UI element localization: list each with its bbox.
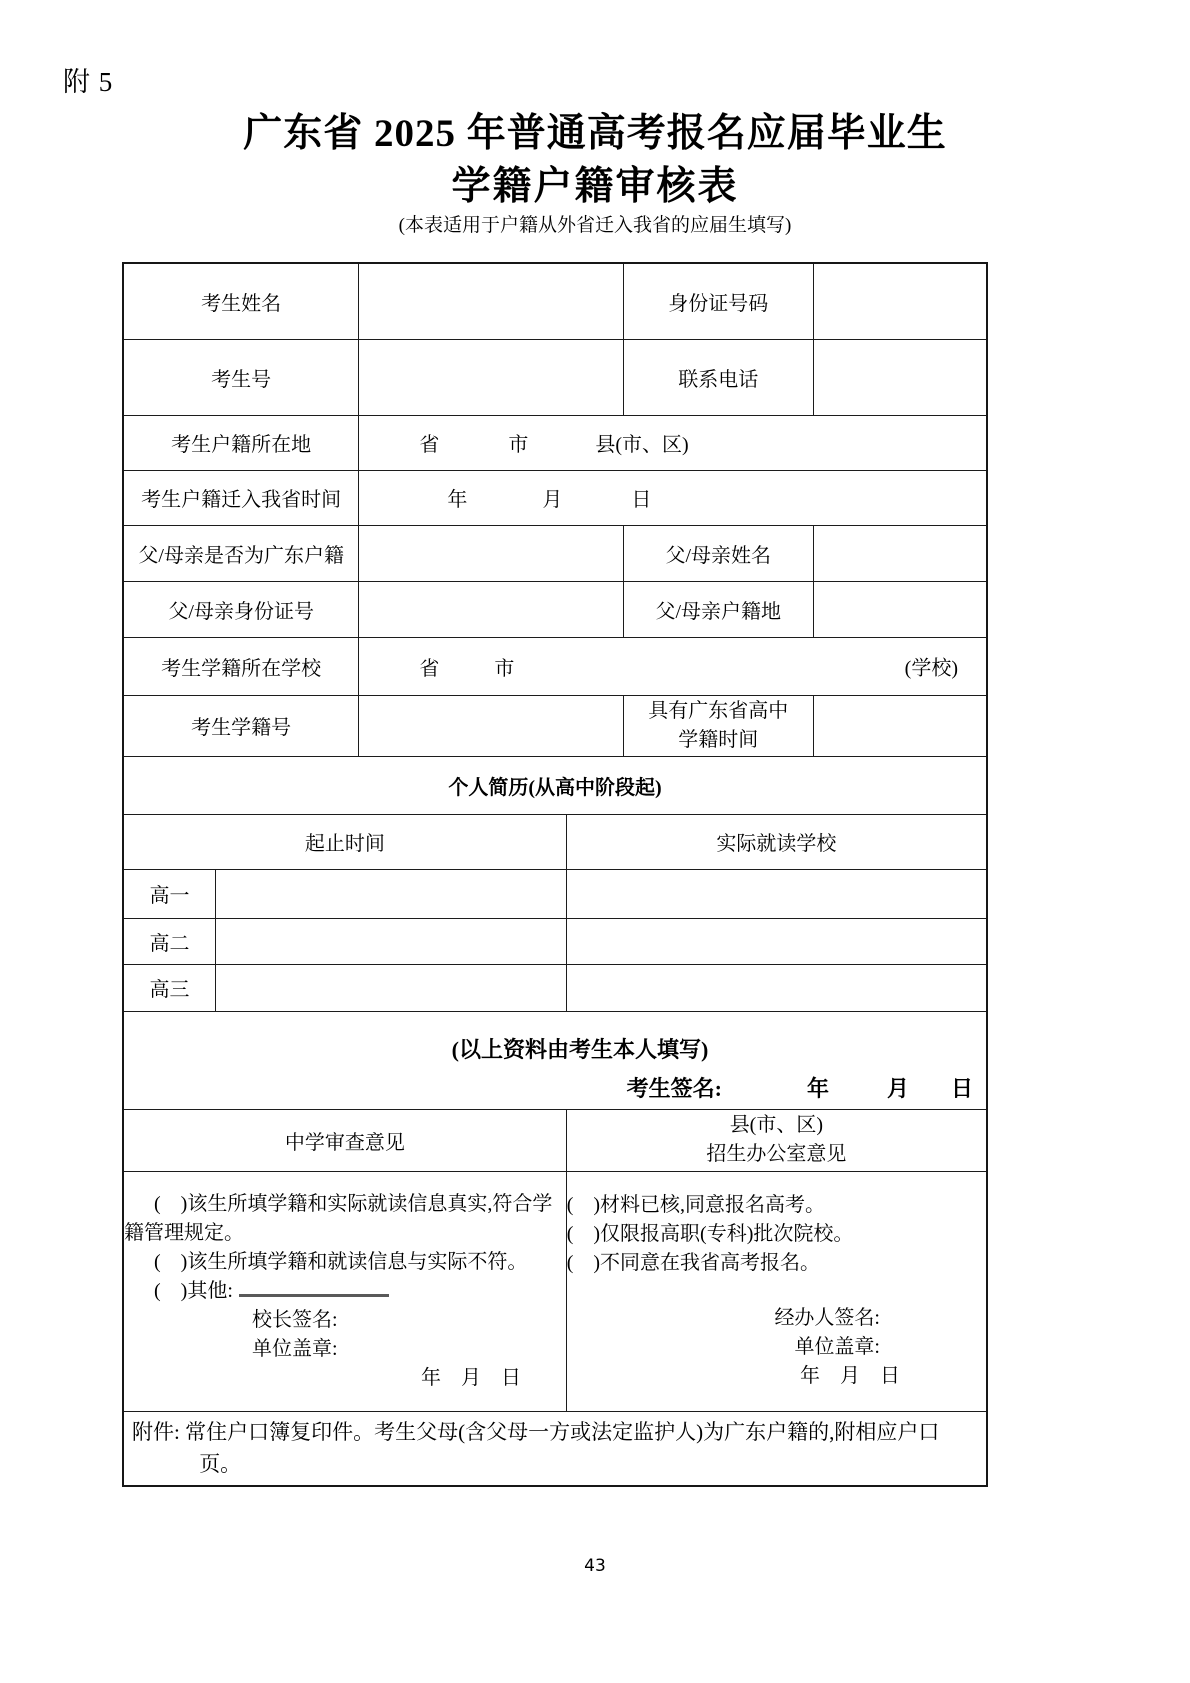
parent-hukou-label: 父/母亲户籍地 [623, 581, 813, 637]
year-placeholder: 年 [447, 489, 468, 511]
hukou-location-label: 考生户籍所在地 [123, 415, 359, 470]
year-placeholder: 年 [806, 1076, 829, 1101]
phone-field [813, 339, 987, 415]
form-subtitle: (本表适用于户籍从外省迁入我省的应届生填写) [398, 215, 792, 236]
candidate-number-label: 考生号 [123, 339, 359, 415]
grade-3-school-field [566, 964, 987, 1011]
grade-3-label: 高三 [123, 964, 215, 1011]
city-placeholder: 市 [494, 657, 515, 680]
parent-id-field [359, 581, 623, 637]
row-declaration [123, 1011, 987, 1109]
declaration-note: (以上资料由考生本人填写) [451, 1037, 709, 1062]
school-unit-seal-label: 单位盖章: [252, 1337, 338, 1360]
school-opinion-header: 中学审查意见 [123, 1109, 566, 1171]
county-opinion-option-2: ( )仅限报高职(专科)批次院校。 [566, 1223, 854, 1245]
row-resume-header [123, 814, 987, 869]
county-opinion-date: 年 月 日 [800, 1365, 900, 1387]
school-paren-placeholder: (学校) [904, 657, 958, 680]
grade-2-school-field [566, 918, 987, 964]
grade-1-time-field [215, 869, 566, 918]
school-location-field [359, 637, 987, 695]
school-opinion-option-2: ( )该生所填学籍和就读信息与实际不符。 [154, 1250, 528, 1273]
row-attachment-note [123, 1411, 987, 1486]
page-number: 43 [584, 1556, 606, 1576]
county-opinion-option-3: ( )不同意在我省高考报名。 [566, 1252, 821, 1274]
candidate-name-field [359, 263, 623, 339]
month-placeholder: 月 [886, 1076, 909, 1101]
row-student-status-number [123, 695, 987, 756]
city-placeholder: 市 [508, 434, 529, 456]
row-school-location [123, 637, 987, 695]
hukou-location-field [359, 415, 987, 470]
form-title-line2: 学籍户籍审核表 [451, 165, 739, 208]
form-title-line1: 广东省 2025 年普通高考报名应届毕业生 [243, 112, 947, 155]
principal-sign-label: 校长签名: [252, 1308, 338, 1331]
parent-name-label: 父/母亲姓名 [623, 525, 813, 581]
parent-hukou-field [813, 581, 987, 637]
county-unit-seal-label: 单位盖章: [794, 1336, 880, 1358]
candidate-name-label: 考生姓名 [123, 263, 359, 339]
candidate-sign-label: 考生签名: [626, 1076, 722, 1101]
grade-1-label: 高一 [123, 869, 215, 918]
attachment-label: 附 5 [63, 67, 114, 97]
county-opinion-option-1: ( )材料已核,同意报名高考。 [566, 1194, 826, 1216]
other-blank-line [239, 1278, 389, 1297]
student-status-number-field [359, 695, 623, 756]
county-opinion-body [566, 1171, 987, 1411]
resume-col-school: 实际就读学校 [566, 814, 987, 869]
phone-label: 联系电话 [623, 339, 813, 415]
resume-col-time: 起止时间 [123, 814, 566, 869]
day-placeholder: 日 [631, 489, 652, 511]
candidate-number-field [359, 339, 623, 415]
row-opinion-bodies [123, 1171, 987, 1411]
grade-2-time-field [215, 918, 566, 964]
school-opinion-option-1: ( )该生所填学籍和实际就读信息真实,符合学籍管理规定。 [124, 1192, 553, 1244]
row-candidate-number [123, 339, 987, 415]
province-placeholder: 省 [419, 434, 440, 456]
grade-1-school-field [566, 869, 987, 918]
gd-highschool-time-label: 具有广东省高中 学籍时间 [623, 695, 813, 756]
review-form-table [122, 262, 988, 1487]
row-candidate-name [123, 263, 987, 339]
declaration-cell [123, 1011, 987, 1109]
county-opinion-header: 县(市、区) 招生办公室意见 [566, 1109, 987, 1171]
attachment-note: 附件: 常住户口簿复印件。考生父母(含父母一方或法定监护人)为广东户籍的,附相应户口页。 [132, 1419, 940, 1477]
row-grade-1 [123, 869, 987, 918]
row-grade-3 [123, 964, 987, 1011]
school-opinion-option-other: ( )其他: [124, 1277, 566, 1306]
month-placeholder: 月 [542, 489, 563, 511]
parent-gd-hukou-label: 父/母亲是否为广东户籍 [123, 525, 359, 581]
resume-section-title: 个人简历(从高中阶段起) [123, 756, 987, 814]
school-opinion-body [123, 1171, 566, 1411]
day-placeholder: 日 [950, 1076, 973, 1101]
row-hukou-move-time [123, 470, 987, 525]
attachment-note-cell [123, 1411, 987, 1486]
school-opinion-date: 年 月 日 [421, 1366, 521, 1389]
hukou-move-time-field [359, 470, 987, 525]
grade-2-label: 高二 [123, 918, 215, 964]
hukou-move-time-label: 考生户籍迁入我省时间 [123, 470, 359, 525]
county-placeholder: 县(市、区) [595, 434, 689, 456]
gd-highschool-time-field [813, 695, 987, 756]
row-grade-2 [123, 918, 987, 964]
id-number-label: 身份证号码 [623, 263, 813, 339]
handler-sign-label: 经办人签名: [774, 1307, 880, 1329]
school-location-label: 考生学籍所在学校 [123, 637, 359, 695]
parent-name-field [813, 525, 987, 581]
row-resume-title [123, 756, 987, 814]
row-hukou-location [123, 415, 987, 470]
row-opinion-headers [123, 1109, 987, 1171]
id-number-field [813, 263, 987, 339]
parent-gd-hukou-field [359, 525, 623, 581]
student-status-number-label: 考生学籍号 [123, 695, 359, 756]
row-parent-id [123, 581, 987, 637]
parent-id-label: 父/母亲身份证号 [123, 581, 359, 637]
province-placeholder: 省 [419, 657, 440, 680]
grade-3-time-field [215, 964, 566, 1011]
declaration-sign-line [124, 1072, 986, 1103]
row-parent-gd-hukou [123, 525, 987, 581]
